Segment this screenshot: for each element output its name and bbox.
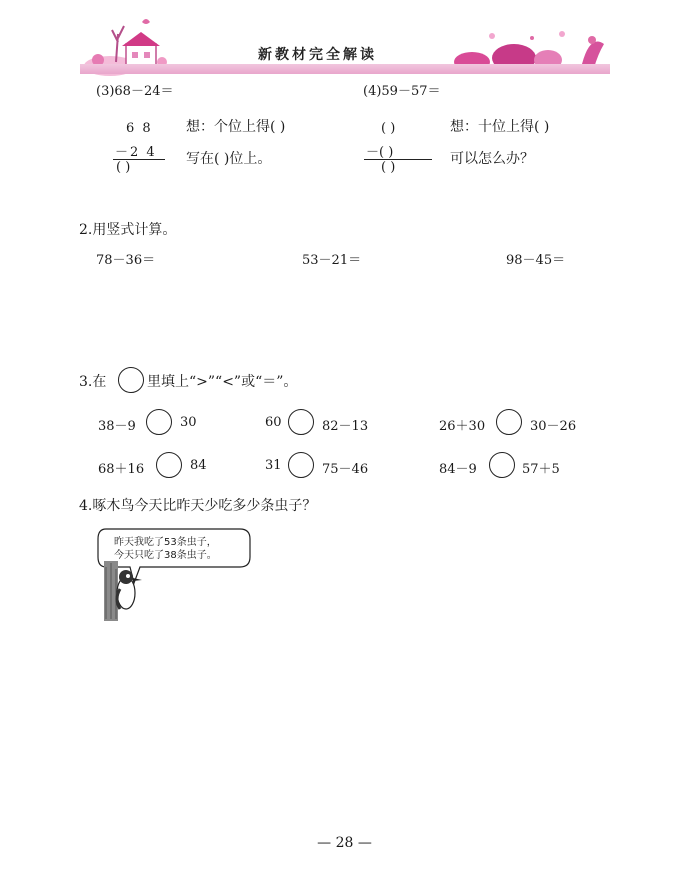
compare-circle[interactable] (496, 409, 522, 435)
cmp-right: 30－26 (530, 419, 577, 434)
q4-title: 4.啄木鸟今天比昨天少吃多少条虫子？ (79, 498, 317, 514)
q4-hint-1: 想：十位上得( ) (450, 119, 550, 135)
cmp-right: 82－13 (322, 419, 369, 434)
speech-bubble-line-2: 今天只吃了38条虫子。 (114, 550, 217, 561)
q4-box-2[interactable]: －( ) (366, 145, 394, 160)
q4-box-3[interactable]: ( ) (381, 160, 396, 175)
compare-circle[interactable] (489, 452, 515, 478)
cmp-left: 60 (265, 415, 282, 430)
q4-vertical-rule (364, 159, 432, 160)
compare-circle[interactable] (288, 409, 314, 435)
q3-bottom-digits: －2 4 (115, 145, 157, 160)
cmp-left: 38－9 (98, 419, 136, 434)
q3-top-digits: 6 8 (126, 121, 153, 136)
page-number: — 28 — (317, 835, 372, 851)
cmp-left: 26＋30 (439, 419, 486, 434)
cmp-right: 57＋5 (522, 462, 560, 477)
q4-hint-2: 可以怎么办？ (450, 151, 534, 167)
q3-title-suffix: 里填上“>”“<”或“＝”。 (147, 374, 298, 390)
header-title: 新教材完全解读 (258, 47, 377, 63)
cmp-right: 84 (190, 458, 207, 473)
q4-box-1[interactable]: ( ) (381, 121, 396, 136)
cmp-right: 30 (180, 415, 197, 430)
cmp-left: 84－9 (439, 462, 477, 477)
q2-title: 2.用竖式计算。 (79, 222, 177, 238)
cmp-right: 75－46 (322, 462, 369, 477)
q3-answer-blank[interactable]: ( ) (116, 160, 131, 175)
cmp-left: 31 (265, 458, 282, 473)
q4-expression: (4)59－57＝ (363, 84, 441, 99)
header-band (80, 64, 610, 74)
q3-expression: (3)68－24＝ (96, 84, 174, 99)
q3-title-prefix: 3.在 (79, 374, 107, 390)
cmp-left: 68＋16 (98, 462, 145, 477)
compare-circle[interactable] (146, 409, 172, 435)
q2-item-3: 98－45＝ (506, 253, 566, 268)
q3-hint-1: 想：个位上得( ) (186, 119, 286, 135)
title-circle-icon (118, 367, 144, 393)
q2-item-1: 78－36＝ (96, 253, 156, 268)
compare-circle[interactable] (288, 452, 314, 478)
q2-item-2: 53－21＝ (302, 253, 362, 268)
speech-bubble-line-1: 昨天我吃了53条虫子， (114, 537, 217, 548)
page-header (80, 14, 610, 78)
compare-circle[interactable] (156, 452, 182, 478)
q3-hint-2: 写在( )位上。 (186, 151, 272, 167)
